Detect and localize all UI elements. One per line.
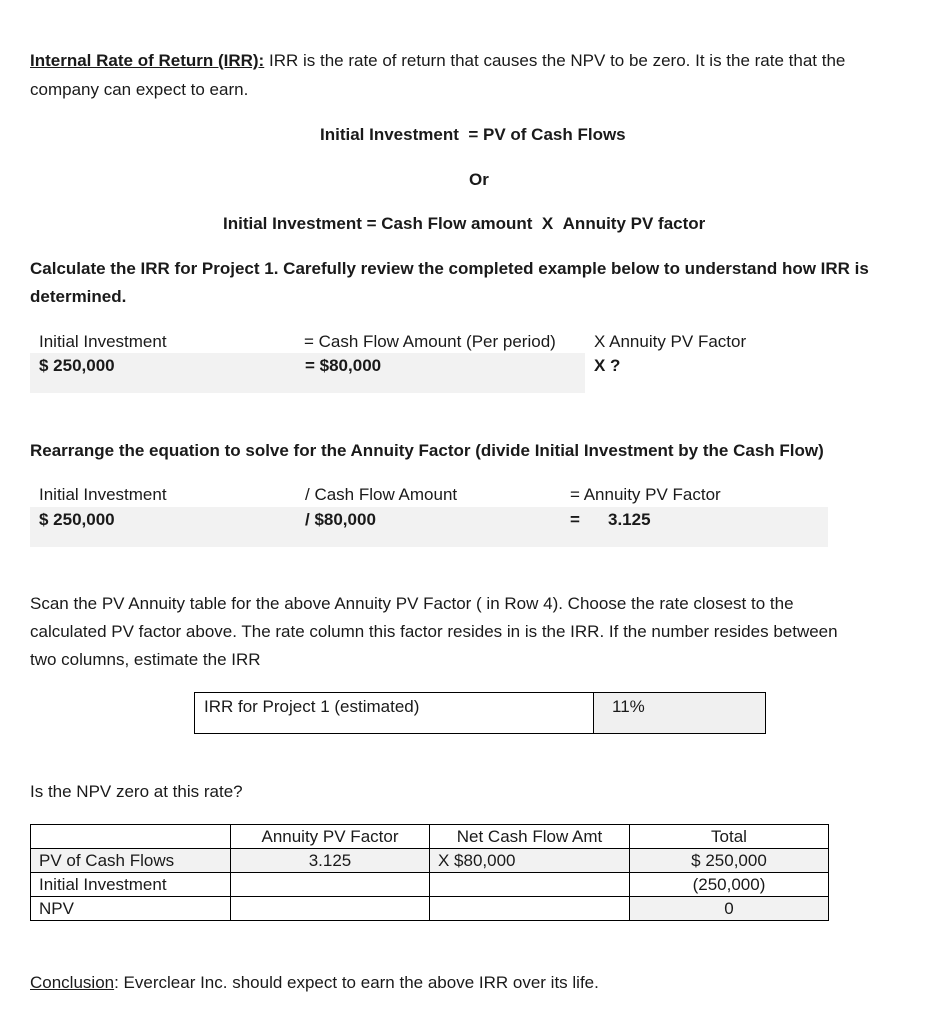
npv-question: Is the NPV zero at this rate? (30, 782, 243, 801)
eq1-value-annuity-factor: X ? (594, 356, 621, 375)
table-header-cell: Annuity PV Factor (231, 825, 430, 849)
eq2-header-annuity-factor: = Annuity PV Factor (570, 485, 721, 504)
intro-line-1: IRR is the rate of return that causes the NPV to be zero. It is the rate that the (268, 51, 846, 70)
eq1-header-annuity-factor: X Annuity PV Factor (594, 332, 747, 351)
scan-line-2: calculated PV factor above. The rate column this factor resides in is the IRR. If the number resides between (30, 622, 838, 641)
formula-2-equals: = (366, 214, 377, 233)
formula-1-equals: = (468, 125, 479, 144)
table-cell: Initial Investment (31, 873, 231, 897)
eq2-value-equals: = (570, 510, 580, 529)
eq2-header-cash-flow: / Cash Flow Amount (305, 485, 458, 504)
table-cell (430, 897, 630, 921)
table-cell (231, 873, 430, 897)
table-cell: 3.125 (231, 849, 430, 873)
formula-2-left: Initial Investment (223, 214, 362, 233)
formula-2 (223, 214, 705, 234)
table-header-cell: Total (630, 825, 829, 849)
formula-2-right: Annuity PV factor (562, 214, 706, 233)
formula-2-times: X (541, 214, 554, 233)
table-header-cell (31, 825, 231, 849)
irr-label-cell (195, 693, 594, 733)
formula-2-mid: Cash Flow amount (381, 214, 533, 233)
intro-paragraph (30, 51, 845, 71)
table-cell: (250,000) (630, 873, 829, 897)
table-header-cell: Net Cash Flow Amt (430, 825, 630, 849)
table-cell: NPV (31, 897, 231, 921)
conclusion (30, 973, 599, 993)
table-cell (231, 897, 430, 921)
npv-table (30, 824, 829, 921)
irr-value: 11% (612, 697, 645, 716)
table-row (31, 897, 829, 921)
scan-line-1: Scan the PV Annuity table for the above Annuity PV Factor ( in Row 4). Choose the rate closest to the (30, 594, 794, 613)
scan-line-3: two columns, estimate the IRR (30, 650, 261, 669)
eq1-header-cash-flow: = Cash Flow Amount (Per period) (304, 332, 556, 351)
irr-label: IRR for Project 1 (estimated) (204, 697, 420, 716)
formula-1-right: PV of Cash Flows (483, 125, 626, 144)
eq2-header-investment: Initial Investment (39, 485, 167, 504)
irr-term: Internal Rate of Return (IRR): (30, 51, 265, 70)
eq1-value-investment: $ 250,000 (39, 356, 115, 375)
formula-1 (320, 125, 626, 145)
table-cell: $ 250,000 (630, 849, 829, 873)
irr-value-cell (594, 693, 765, 733)
eq2-value-annuity-factor: 3.125 (608, 510, 651, 529)
table-row (31, 849, 829, 873)
conclusion-text: : Everclear Inc. should expect to earn the above IRR over its life. (114, 973, 599, 992)
calc-heading-line-1: Calculate the IRR for Project 1. Carefully review the completed example below to understand how IRR is (30, 259, 869, 278)
table-cell: X $80,000 (430, 849, 630, 873)
irr-box (194, 692, 766, 734)
intro-line-2: company can expect to earn. (30, 80, 249, 99)
table-row (31, 873, 829, 897)
eq2-value-investment: $ 250,000 (39, 510, 115, 529)
eq2-value-cash-flow: / $80,000 (305, 510, 376, 529)
eq1-header-investment: Initial Investment (39, 332, 167, 351)
calc-heading-line-2: determined. (30, 287, 127, 306)
eq1-value-cash-flow: = $80,000 (305, 356, 382, 375)
formula-or: Or (469, 170, 489, 189)
table-cell: PV of Cash Flows (31, 849, 231, 873)
equation-2-shade (30, 507, 828, 547)
table-cell: 0 (630, 897, 829, 921)
table-cell (430, 873, 630, 897)
npv-table-header-row (31, 825, 829, 849)
rearrange-heading: Rearrange the equation to solve for the Annuity Factor (divide Initial Investment by the Cash Flow) (30, 441, 824, 460)
formula-1-left: Initial Investment (320, 125, 459, 144)
conclusion-label: Conclusion (30, 973, 115, 992)
